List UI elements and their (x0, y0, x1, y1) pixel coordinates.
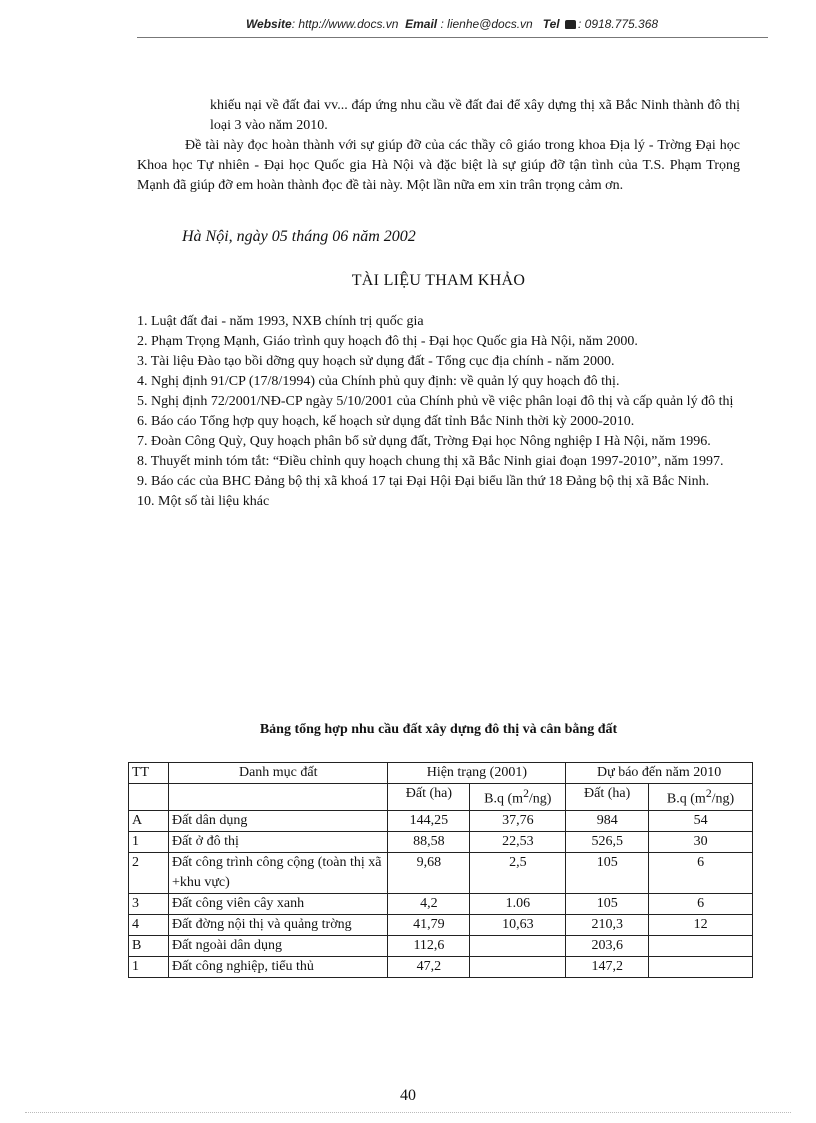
email-label: Email (405, 17, 438, 31)
intro-paragraph-2: Đề tài này đọc hoàn thành với sự giúp đỡ của các thầy cô giáo trong khoa Địa lý - Trờng Đại học Khoa học Tự nhiên - Đại học Quốc gia Hà Nội và đặc biệt là sự giúp đỡ tận tình của T.S. Phạm Trọng Mạnh đã giúp đỡ em hoàn thành đọc đề tài này. Một lần nữa em xin trân trọng cảm ơn. (137, 138, 740, 193)
cell-tt: A (129, 810, 169, 831)
bq-sup: 2 (523, 787, 529, 800)
cell-bq-current (470, 935, 566, 956)
cell-tt: 4 (129, 914, 169, 935)
cell-category: Đất dân dụng (168, 810, 388, 831)
table-subheader-row (129, 784, 753, 811)
cell-bq-current: 2,5 (470, 852, 566, 893)
bq-prefix: B.q (m (666, 791, 706, 807)
tel-label: Tel (542, 17, 560, 31)
reference-item: 4. Nghị định 91/CP (17/8/1994) của Chính phủ quy định: về quản lý quy hoạch đô thị. (137, 374, 620, 389)
header-tt: TT (129, 763, 169, 784)
cell-bq-current: 1.06 (470, 893, 566, 914)
cell-bq-forecast: 6 (649, 852, 753, 893)
cell-area-forecast: 105 (566, 852, 649, 893)
cell-tt: 3 (129, 893, 169, 914)
website-label: Website (245, 17, 292, 31)
cell-bq-forecast: 30 (649, 831, 753, 852)
header-area-forecast: Đất (ha) (566, 784, 649, 811)
cell-area-forecast: 105 (566, 893, 649, 914)
cell-tt: 2 (129, 852, 169, 893)
footer-divider (25, 1112, 791, 1113)
bq-prefix: B.q (m (484, 791, 524, 807)
reference-item: 9. Báo các của BHC Đảng bộ thị xã khoá 17 tại Đại Hội Đại biểu lần thứ 18 Đảng bộ thị xã Bắc Ninh. (137, 474, 710, 489)
cell-category: Đất công viên cây xanh (168, 893, 388, 914)
reference-item: 2. Phạm Trọng Mạnh, Giáo trình quy hoạch đô thị - Đại học Quốc gia Hà Nội, năm 2000. (137, 334, 638, 349)
cell-tt: 1 (129, 831, 169, 852)
reference-item: 6. Báo cáo Tổng hợp quy hoạch, kế hoạch sử dụng đất tỉnh Bắc Ninh thời kỳ 2000-2010. (137, 414, 635, 429)
cell-area-forecast: 147,2 (566, 956, 649, 977)
cell-area-current: 41,79 (388, 914, 470, 935)
reference-item: 10. Một số tài liệu khác (137, 494, 270, 509)
cell-bq-forecast: 6 (649, 893, 753, 914)
cell-bq-current: 10,63 (470, 914, 566, 935)
header-divider (137, 37, 768, 38)
table-header-row (129, 763, 753, 784)
phone-icon (565, 20, 576, 29)
references-list (137, 312, 740, 512)
table-row (129, 956, 753, 977)
cell-area-current: 112,6 (388, 935, 470, 956)
cell-bq-forecast: 12 (649, 914, 753, 935)
cell-area-current: 4,2 (388, 893, 470, 914)
cell-category: Đất ở đô thị (168, 831, 388, 852)
references-heading: TÀI LIỆU THAM KHẢO (351, 272, 526, 289)
reference-item: 8. Thuyết minh tóm tắt: “Điều chỉnh quy hoạch chung thị xã Bắc Ninh giai đoạn 1997-2010”, năm 1997. (137, 454, 724, 469)
cell-bq-current (470, 956, 566, 977)
intro-paragraph-1: khiếu nại về đất đai vv... đáp ứng nhu cầu về đất đai để xây dựng thị xã Bắc Ninh thành đô thị loại 3 vào năm 2010. (210, 98, 740, 133)
header-current: Hiện trạng (2001) (388, 763, 566, 784)
cell-area-current: 47,2 (388, 956, 470, 977)
header-bq-current (470, 784, 566, 811)
cell-area-forecast: 526,5 (566, 831, 649, 852)
reference-item: 5. Nghị định 72/2001/NĐ-CP ngày 5/10/2001 của Chính phủ về việc phân loại đô thị và cấp quản lý đô thị (137, 394, 734, 409)
cell-area-current: 144,25 (388, 810, 470, 831)
cell-area-current: 9,68 (388, 852, 470, 893)
header-forecast: Dự báo đến năm 2010 (566, 763, 753, 784)
bq-suffix: /ng) (528, 791, 552, 807)
cell-category: Đất ngoài dân dụng (168, 935, 388, 956)
land-balance-table (128, 762, 753, 978)
bq-suffix: /ng) (711, 791, 735, 807)
website-url: : http://www.docs.vn (291, 17, 399, 31)
bq-sup: 2 (705, 787, 712, 800)
header-area-current: Đất (ha) (388, 784, 470, 811)
table-row (129, 935, 753, 956)
cell-tt: B (129, 935, 169, 956)
cell-bq-forecast: 54 (649, 810, 753, 831)
reference-item: 1. Luật đất đai - năm 1993, NXB chính trị quốc gia (137, 314, 424, 329)
table-row (129, 893, 753, 914)
cell-area-forecast: 203,6 (566, 935, 649, 956)
blank-cell (129, 784, 169, 811)
cell-area-current: 88,58 (388, 831, 470, 852)
blank-cell (168, 784, 388, 811)
cell-area-forecast: 984 (566, 810, 649, 831)
cell-category: Đất đờng nội thị và quảng trờng (168, 914, 388, 935)
table-row (129, 831, 753, 852)
signature-date: Hà Nội, ngày 05 tháng 06 năm 2002 (182, 228, 416, 245)
cell-bq-current: 37,76 (470, 810, 566, 831)
cell-category: Đất công nghiệp, tiểu thủ (168, 956, 388, 977)
cell-bq-forecast (649, 935, 753, 956)
email-address: : lienhe@docs.vn (440, 17, 533, 31)
table-row (129, 852, 753, 893)
cell-area-forecast: 210,3 (566, 914, 649, 935)
table-row (129, 810, 753, 831)
table-row (129, 914, 753, 935)
cell-bq-current: 22,53 (470, 831, 566, 852)
cell-bq-forecast (649, 956, 753, 977)
tel-number: : 0918.775.368 (577, 17, 659, 31)
header-category: Danh mục đất (168, 763, 388, 784)
reference-item: 7. Đoàn Công Quỳ, Quy hoạch phân bổ sử dụng đất, Trờng Đại học Nông nghiệp I Hà Nội, năm 1996. (137, 434, 711, 449)
table-title: Bảng tổng hợp nhu cầu đất xây dựng đô thị và cân bằng đất (259, 722, 618, 737)
cell-category: Đất công trình công cộng (toàn thị xã +khu vực) (168, 852, 388, 893)
header-bq-forecast (649, 784, 753, 811)
page-header (137, 17, 767, 31)
page-number: 40 (400, 1087, 416, 1104)
reference-item: 3. Tài liệu Đào tạo bồi dỡng quy hoạch sử dụng đất - Tổng cục địa chính - năm 2000. (137, 354, 615, 369)
cell-tt: 1 (129, 956, 169, 977)
